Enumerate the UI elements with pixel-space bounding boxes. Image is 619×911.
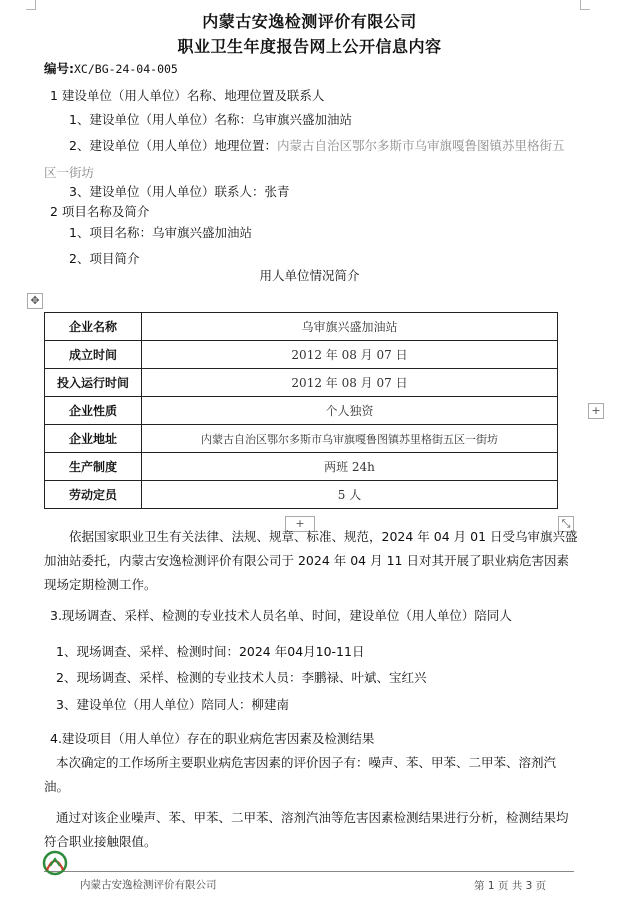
table-key-cell: 企业地址 [45, 425, 142, 453]
add-column-button[interactable]: + [588, 403, 604, 419]
table-row [45, 453, 558, 481]
section1-item-location [69, 136, 564, 154]
section2-item-project-intro: 2、项目简介 [69, 251, 140, 266]
table-value-cell: 个人独资 [142, 397, 558, 425]
table-resize-handle-icon[interactable]: ⤡ [558, 516, 574, 532]
commission-paragraph: 依据国家职业卫生有关法律、法规、规章、标准、规范，2024 年 04 月 01 日受乌审旗兴盛加油站委托，内蒙古安逸检测评价有限公司于 2024 年 04 月 11 日对其开展了职业病危害因素现场定期检测工作。 [44, 529, 578, 592]
table-value-cell: 两班 24h [142, 453, 558, 481]
page-total: 3 [525, 880, 533, 892]
company-logo [42, 850, 68, 876]
table-key-cell: 企业名称 [45, 313, 142, 341]
section2-heading: 2 项目名称及简介 [50, 204, 150, 219]
table-row [45, 369, 558, 397]
table-move-handle-icon[interactable]: ✥ [27, 293, 43, 309]
page-number: 1 [487, 880, 495, 892]
page-prefix: 第 [474, 880, 485, 892]
table-value-cell: 2012 年 08 月 07 日 [142, 341, 558, 369]
section3-heading: 3.现场调查、采样、检测的专业技术人员名单、时间，建设单位（用人单位）陪同人 [50, 608, 512, 623]
company-title: 内蒙古安逸检测评价有限公司 [202, 12, 417, 31]
table-value-cell: 5 人 [142, 481, 558, 509]
location-value-continued: 区一街坊 [44, 165, 95, 180]
evaluation-factors-paragraph: 本次确定的工作场所主要职业病危害因素的评价因子有：噪声、苯、甲苯、二甲苯、溶剂汽油。 [44, 755, 557, 794]
table-key-cell: 企业性质 [45, 397, 142, 425]
table-caption: 用人单位情况简介 [259, 268, 360, 283]
page-indicator [474, 878, 546, 893]
table-row [45, 397, 558, 425]
page-mid: 页 共 [497, 880, 523, 892]
section1-heading: 1 建设单位（用人单位）名称、地理位置及联系人 [50, 88, 325, 103]
results-paragraph: 通过对该企业噪声、苯、甲苯、二甲苯、溶剂汽油等危害因素检测结果进行分析，检测结果均符合职业接触限值。 [44, 810, 569, 849]
table-value-cell: 内蒙古自治区鄂尔多斯市乌审旗嘎鲁图镇苏里格街五区一街坊 [142, 425, 558, 453]
table-row [45, 313, 558, 341]
table-value-cell: 2012 年 08 月 07 日 [142, 369, 558, 397]
document-number [44, 59, 178, 77]
location-value: 内蒙古自治区鄂尔多斯市乌审旗嘎鲁图镇苏里格街五 [276, 138, 565, 153]
table-row [45, 481, 558, 509]
document-number-value: XC/BG-24-04-005 [74, 62, 178, 76]
section2-item-project-name: 1、项目名称：乌审旗兴盛加油站 [69, 225, 252, 240]
table-value-cell: 乌审旗兴盛加油站 [142, 313, 558, 341]
footer-company: 内蒙古安逸检测评价有限公司 [80, 879, 217, 891]
section3-item-time: 1、现场调查、采样、检测时间：2024 年04月10-11日 [56, 644, 365, 659]
table-row [45, 341, 558, 369]
page-suffix: 页 [535, 880, 547, 892]
table-key-cell: 生产制度 [45, 453, 142, 481]
section3-item-staff: 2、现场调查、采样、检测的专业技术人员：李鹏禄、叶斌、宝红兴 [56, 670, 427, 685]
table-key-cell: 投入运行时间 [45, 369, 142, 397]
location-label: 2、建设单位（用人单位）地理位置： [69, 138, 277, 153]
section3-item-escort: 3、建设单位（用人单位）陪同人：柳建南 [56, 697, 289, 712]
table-row [45, 425, 558, 453]
section1-item-name: 1、建设单位（用人单位）名称：乌审旗兴盛加油站 [69, 112, 352, 127]
section4-heading: 4.建设项目（用人单位）存在的职业病危害因素及检测结果 [50, 731, 375, 746]
table-key-cell: 劳动定员 [45, 481, 142, 509]
table-key-cell: 成立时间 [45, 341, 142, 369]
add-row-button[interactable]: + [285, 516, 315, 532]
employer-info-table [44, 312, 558, 509]
document-title: 职业卫生年度报告网上公开信息内容 [177, 37, 442, 56]
section1-item-contact: 3、建设单位（用人单位）联系人：张青 [69, 184, 290, 199]
footer-divider [44, 871, 574, 872]
document-number-label: 编号: [44, 61, 74, 76]
